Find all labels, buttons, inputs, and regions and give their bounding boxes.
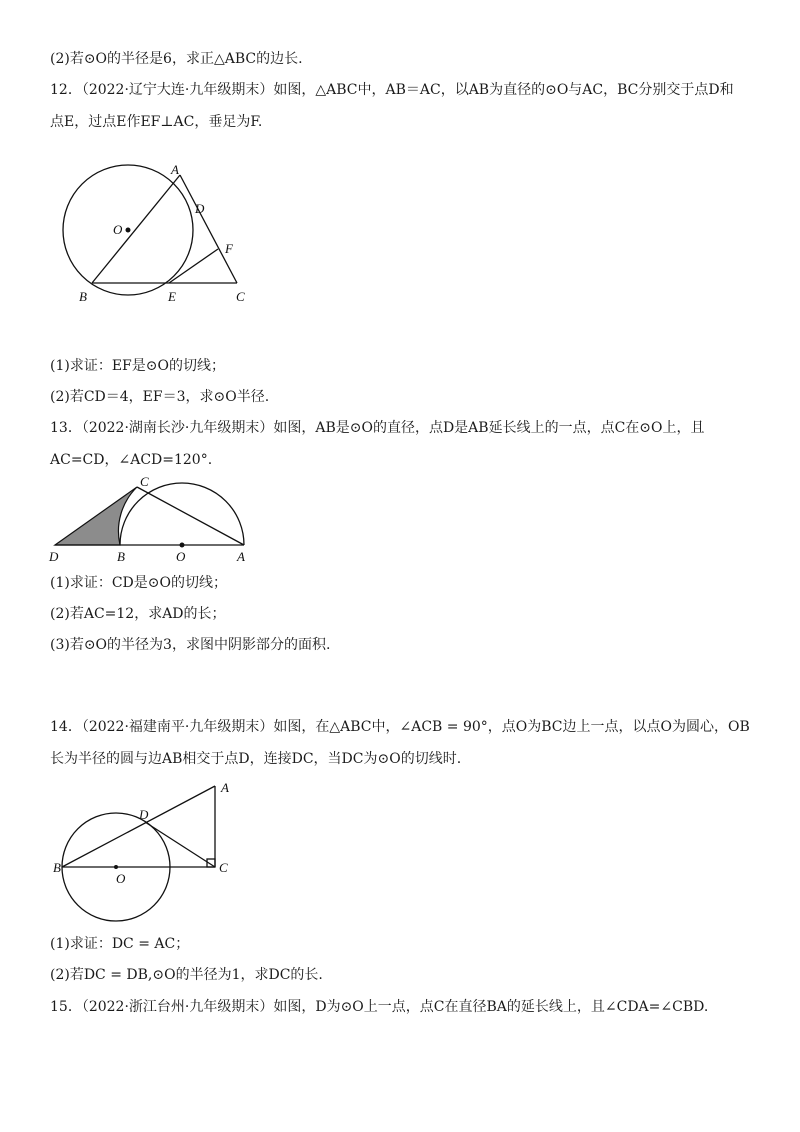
label-c: C: [236, 289, 245, 304]
q14-part1: (1)求证：DC = AC；: [50, 936, 190, 952]
label-e: E: [168, 289, 176, 304]
point-o: [126, 228, 131, 233]
label-a: A: [237, 549, 245, 564]
label-b: B: [79, 289, 87, 304]
q15-stem-line1: 15．（2022·浙江台州·九年级期末）如图，D为⊙O上一点，点C在直径BA的延长线上，且∠CDA=∠CBD.: [50, 999, 709, 1015]
label-a: A: [221, 780, 229, 795]
point-o: [180, 543, 185, 548]
q14-stem-line2: 长为半径的圆与边AB相交于点D，连接DC，当DC为⊙O的切线时.: [50, 751, 462, 767]
q12-part1: (1)求证：EF是⊙O的切线；: [50, 358, 225, 374]
label-o: O: [113, 222, 123, 237]
label-d: D: [139, 807, 149, 822]
q14-part2: (2)若DC = DB,⊙O的半径为1，求DC的长.: [50, 967, 323, 983]
segment-ca: [137, 487, 244, 545]
q14-figure: [55, 780, 245, 920]
label-o: O: [176, 549, 186, 564]
semicircle: [120, 483, 244, 545]
label-o: O: [116, 871, 126, 886]
label-a: A: [171, 162, 179, 177]
segment-dc: [145, 822, 215, 867]
q12-part2: (2)若CD＝4，EF＝3，求⊙O半径.: [50, 389, 270, 405]
label-d: D: [195, 201, 205, 216]
q13-part2: (2)若AC=12，求AD的长；: [50, 606, 226, 622]
shaded-region: [55, 487, 137, 545]
q14-stem-line1: 14．（2022·福建南平·九年级期末）如图，在△ABC中，∠ACB = 90°，点O为BC边上一点，以点O为圆心，OB: [50, 719, 750, 735]
label-c: C: [219, 860, 228, 875]
point-o: [114, 865, 118, 869]
q12-stem-line2: 点E，过点E作EF⊥AC，垂足为F.: [50, 114, 263, 130]
label-b: B: [53, 860, 61, 875]
q12-figure: [55, 155, 285, 310]
label-b: B: [117, 549, 125, 564]
segment-ef: [169, 249, 218, 283]
segment-ab: [62, 786, 215, 867]
q13-stem-line1: 13．（2022·湖南长沙·九年级期末）如图，AB是⊙O的直径，点D是AB延长线上的一点，点C在⊙O上，且: [50, 420, 705, 436]
segment-ac: [180, 175, 237, 283]
q13-part1: (1)求证：CD是⊙O的切线；: [50, 575, 227, 591]
segment-ab: [92, 175, 180, 283]
label-c: C: [140, 474, 149, 489]
q11-part2: (2)若⊙O的半径是6，求正△ABC的边长.: [50, 51, 303, 67]
label-f: F: [225, 241, 233, 256]
q13-stem-line2: AC=CD，∠ACD=120°.: [50, 452, 213, 468]
q12-stem-line1: 12．（2022·辽宁大连·九年级期末）如图，△ABC中，AB＝AC，以AB为直径的⊙O与AC，BC分别交于点D和: [50, 82, 734, 98]
q13-part3: (3)若⊙O的半径为3，求图中阴影部分的面积.: [50, 637, 331, 653]
label-d: D: [49, 549, 59, 564]
q13-figure: [45, 470, 260, 565]
